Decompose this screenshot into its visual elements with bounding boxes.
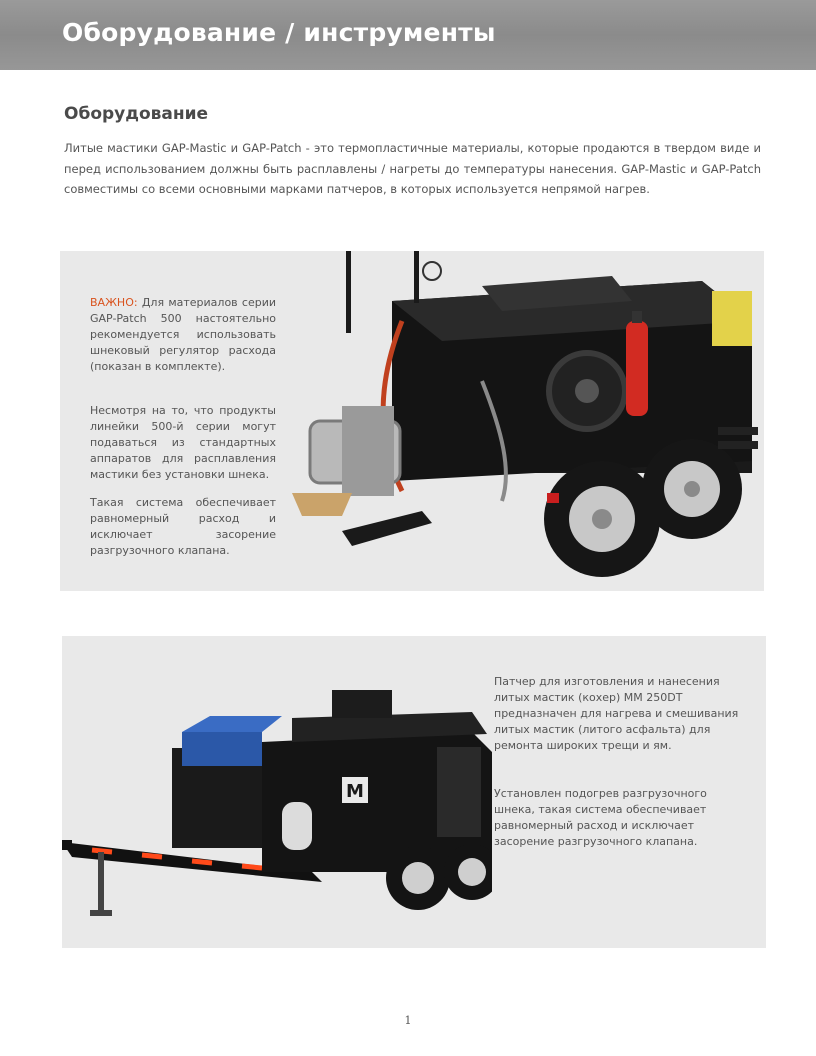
compatibility-note: Несмотря на то, что продукты линейки 500-й серии могут подаваться из стандартных аппаратов для расплавления мастики без установки шнека.: [90, 404, 276, 481]
patcher-trailer-photo: [282, 251, 764, 591]
manufacturer-logo: M: [346, 781, 364, 802]
page-number: 1: [404, 1014, 412, 1027]
section-title: Оборудование: [64, 104, 209, 124]
equipment-panel-mm250dt: [62, 636, 766, 948]
mm250dt-trailer-photo: [62, 672, 492, 932]
benefit-note: Такая система обеспечивает равномерный расход и исключает засорение разгрузочного клапана.: [90, 496, 276, 557]
page-title: Оборудование / инструменты: [62, 18, 496, 47]
mm250dt-description: Патчер для изготовления и нанесения литых мастик (кохер) MM 250DT предназначен для нагрева и смешивания литых мастик (литого асфальта) для ремонта широких трещи и ям.: [494, 675, 739, 752]
important-note: [90, 295, 276, 375]
equipment-panel-patcher-500: [60, 251, 764, 591]
important-label: ВАЖНО:: [90, 296, 138, 309]
auger-heating-description: Установлен подогрев разгрузочного шнека, такая система обеспечивает равномерный расход и исключает засорение разгрузочного клапана.: [494, 787, 707, 848]
intro-paragraph: Литые мастики GAP-Mastic и GAP-Patch - это термопластичные материалы, которые продаются в твердом виде и перед использованием должны быть расплавлены / нагреты до температуры нанесения. GAP-Mastic и GAP-Patch совместимы со всеми основными марками патчеров, в которых используется непрямой нагрев.: [64, 141, 761, 196]
header-banner: [0, 0, 816, 70]
important-text: Для материалов серии GAP-Patch 500 настоятельно рекомендуется использовать шнековый регулятор расхода (показан в комплекте).: [90, 296, 276, 373]
